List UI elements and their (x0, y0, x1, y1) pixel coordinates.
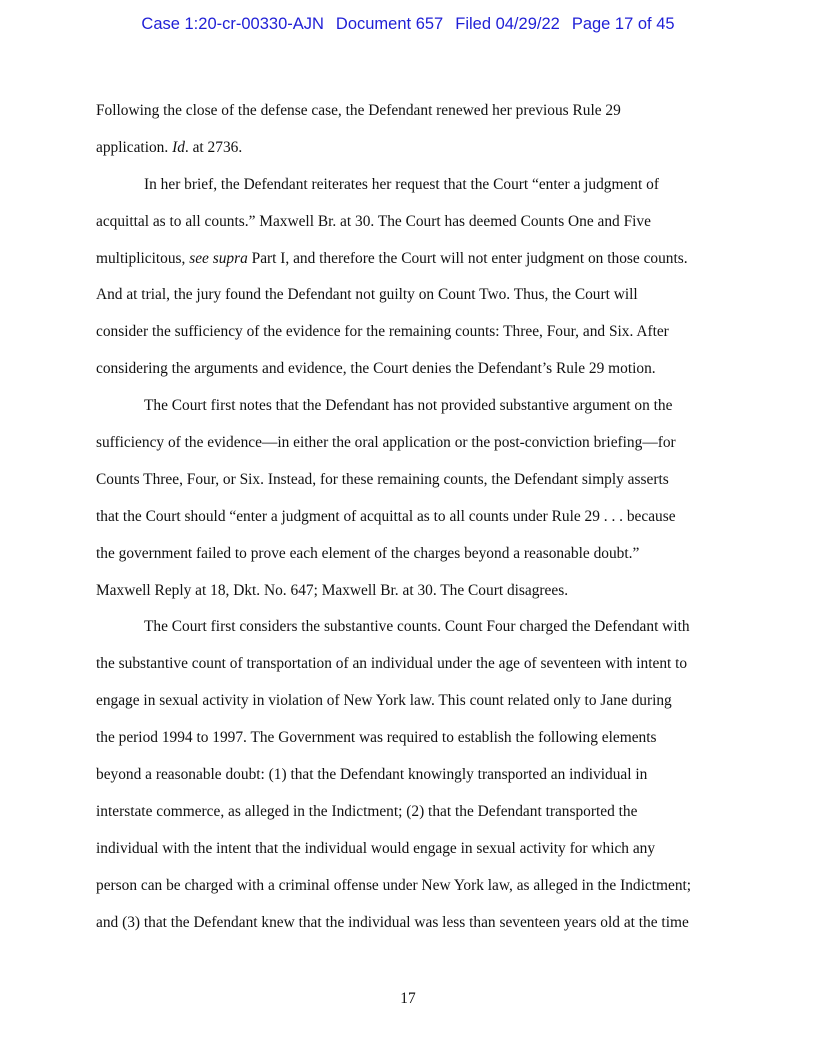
page-of-total: Page 17 of 45 (571, 15, 675, 33)
text-line (96, 720, 720, 757)
text-line (96, 277, 720, 314)
text-line (96, 425, 720, 462)
text-line (96, 683, 720, 720)
text-segment: sufficiency of the evidence—in either the oral application or the post-conviction briefing—for (96, 434, 676, 452)
text-segment: Part I, and therefore the Court will not enter judgment on those counts. (247, 249, 688, 267)
text-segment: The Court first notes that the Defendant has not provided substantive argument on the (144, 397, 673, 415)
text-segment: consider the sufficiency of the evidence for the remaining counts: Three, Four, and Six. After (96, 323, 669, 341)
text-segment: and (3) that the Defendant knew that the individual was less than seventeen years old at the time (96, 913, 689, 931)
text-line (96, 536, 720, 573)
text-line (96, 609, 720, 646)
text-line (96, 167, 720, 204)
text-line (96, 388, 720, 425)
text-line (96, 462, 720, 499)
text-line (96, 573, 720, 610)
text-line (96, 831, 720, 868)
text-segment: And at trial, the jury found the Defendant not guilty on Count Two. Thus, the Court will (96, 286, 638, 304)
text-line (96, 241, 720, 278)
italic-segment: Id (172, 138, 185, 156)
document-number: Document 657 (335, 15, 444, 33)
text-line (96, 499, 720, 536)
text-line (96, 646, 720, 683)
text-segment: acquittal as to all counts.” Maxwell Br. at 30. The Court has deemed Counts One and Five (96, 212, 651, 230)
text-segment: Counts Three, Four, or Six. Instead, for these remaining counts, the Defendant simply asserts (96, 470, 669, 488)
text-segment: person can be charged with a criminal offense under New York law, as alleged in the Indictment; (96, 876, 692, 894)
text-segment: the period 1994 to 1997. The Government was required to establish the following elements (96, 729, 657, 747)
text-segment: The Court first considers the substantive counts. Count Four charged the Defendant with (144, 618, 690, 636)
text-segment: Maxwell Reply at 18, Dkt. No. 647; Maxwell Br. at 30. The Court disagrees. (96, 581, 569, 599)
text-segment: Following the close of the defense case, the Defendant renewed her previous Rule 29 (96, 102, 621, 119)
text-line (96, 314, 720, 351)
case-number: Case 1:20-cr-00330-AJN (141, 15, 324, 33)
italic-segment: see supra (189, 249, 248, 267)
text-segment: engage in sexual activity in violation of New York law. This count related only to Jane during (96, 692, 672, 710)
text-line (96, 757, 720, 794)
text-segment: that the Court should “enter a judgment of acquittal as to all counts under Rule 29 . . . because (96, 507, 676, 525)
text-line (96, 868, 720, 905)
text-segment: . at 2736. (184, 138, 243, 156)
text-segment: considering the arguments and evidence, the Court denies the Defendant’s Rule 29 motion. (96, 360, 656, 378)
filed-date: Filed 04/29/22 (455, 15, 560, 33)
text-segment: multiplicitous, (96, 249, 190, 267)
text-line (96, 794, 720, 831)
text-segment: application. (96, 138, 173, 156)
text-segment: the government failed to prove each element of the charges beyond a reasonable doubt.” (96, 544, 640, 562)
text-line (96, 204, 720, 241)
case-header (0, 14, 816, 34)
page-number: 17 (400, 990, 416, 1007)
text-segment: In her brief, the Defendant reiterates her request that the Court “enter a judgment of (144, 175, 659, 193)
text-segment: interstate commerce, as alleged in the Indictment; (2) that the Defendant transported the (96, 802, 638, 820)
text-line (96, 905, 720, 942)
text-line (96, 351, 720, 388)
text-segment: individual with the intent that the individual would engage in sexual activity for which any (96, 839, 656, 857)
text-segment: the substantive count of transportation of an individual under the age of seventeen with intent to (96, 655, 688, 673)
text-line (96, 130, 720, 167)
text-line (96, 93, 720, 130)
body-text (96, 93, 720, 941)
text-segment: beyond a reasonable doubt: (1) that the Defendant knowingly transported an individual in (96, 766, 648, 784)
